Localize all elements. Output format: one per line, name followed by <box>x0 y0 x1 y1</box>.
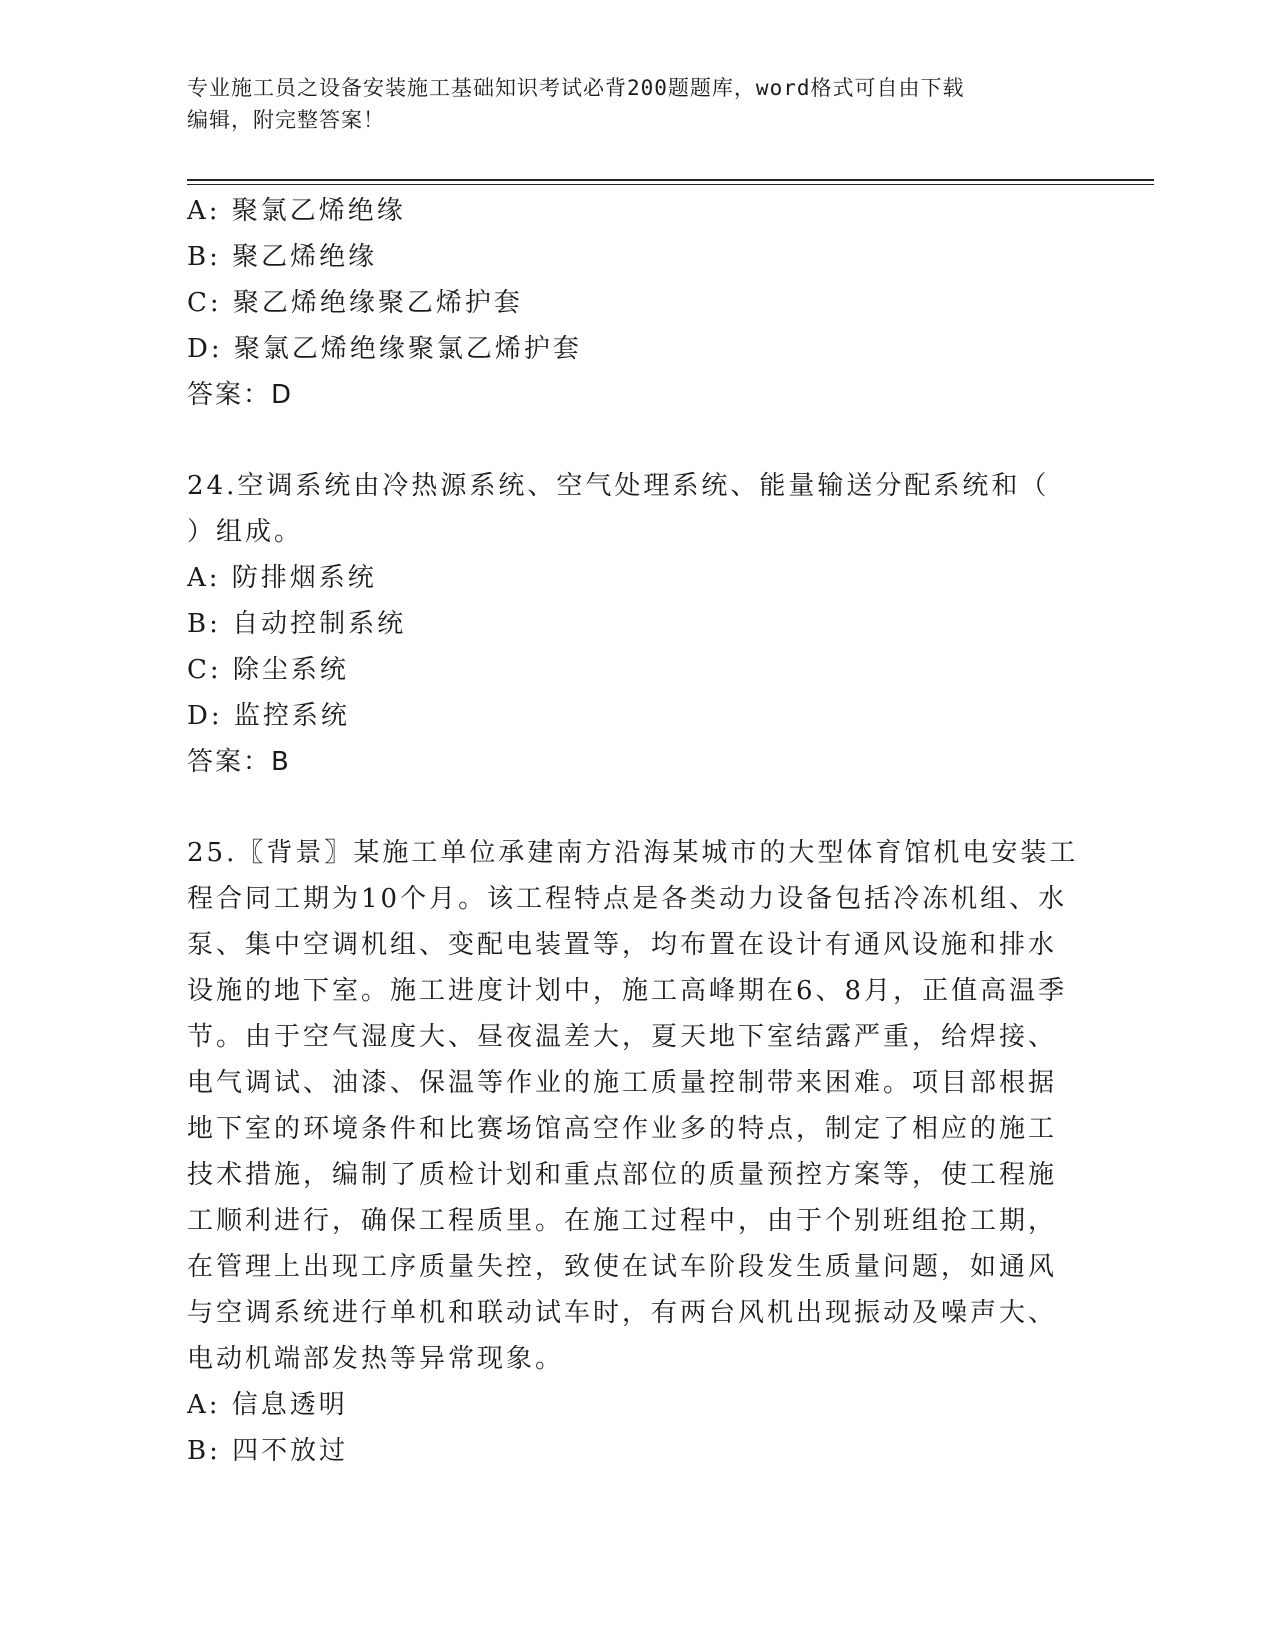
question-24-block <box>187 463 1087 785</box>
q24-option-c: C: 除尘系统 <box>187 655 349 685</box>
q24-option-b: B: 自动控制系统 <box>187 609 407 639</box>
q25-stem-line-8: 技术措施，编制了质检计划和重点部位的质量预控方案等，使工程施 <box>187 1160 1058 1190</box>
q25-stem-line-6: 电气调试、油漆、保温等作业的施工质量控制带来困难。项目部根据 <box>187 1068 1058 1098</box>
q25-stem-line-12: 电动机端部发热等异常现象。 <box>187 1344 565 1374</box>
q23-option-b: B: 聚乙烯绝缘 <box>187 242 378 272</box>
q24-stem-line-2: ）组成。 <box>187 517 304 547</box>
q25-stem-line-1: 25.〖背景〗某施工单位承建南方沿海某城市的大型体育馆机电安装工 <box>187 838 1079 868</box>
q24-stem <box>187 463 1087 555</box>
question-spacer <box>187 418 1087 463</box>
header-line-1: 专业施工员之设备安装施工基础知识考试必背200题题库，word格式可自由下载 <box>187 76 965 100</box>
document-header <box>187 72 1067 136</box>
header-divider-thick <box>187 179 1154 181</box>
q24-stem-line-1: 24.空调系统由冷热源系统、空气处理系统、能量输送分配系统和（ <box>187 471 1050 501</box>
q25-option-b: B: 四不放过 <box>187 1436 349 1466</box>
document-body <box>187 188 1087 1474</box>
q23-answer: 答案：D <box>187 380 294 410</box>
question-23-block <box>187 188 1087 418</box>
q25-stem-line-11: 与空调系统进行单机和联动试车时，有两台风机出现振动及噪声大、 <box>187 1298 1058 1328</box>
q25-stem <box>187 830 1087 1382</box>
header-divider-thin <box>187 184 1154 185</box>
q25-stem-line-2: 程合同工期为10个月。该工程特点是各类动力设备包括冷冻机组、水 <box>187 884 1068 914</box>
q25-stem-line-10: 在管理上出现工序质量失控，致使在试车阶段发生质量问题，如通风 <box>187 1252 1058 1282</box>
q24-option-d: D: 监控系统 <box>187 701 350 731</box>
question-spacer <box>187 785 1087 830</box>
q25-stem-line-5: 节。由于空气湿度大、昼夜温差大，夏天地下室结露严重，给焊接、 <box>187 1022 1058 1052</box>
question-25-block <box>187 830 1087 1474</box>
q23-option-c: C: 聚乙烯绝缘聚乙烯护套 <box>187 288 523 318</box>
q25-option-a: A: 信息透明 <box>187 1390 348 1420</box>
q25-stem-line-3: 泵、集中空调机组、变配电装置等，均布置在设计有通风设施和排水 <box>187 930 1058 960</box>
q23-option-a: A: 聚氯乙烯绝缘 <box>187 196 406 226</box>
q24-option-a: A: 防排烟系统 <box>187 563 377 593</box>
document-page <box>187 72 1087 136</box>
q25-stem-line-9: 工顺利进行，确保工程质里。在施工过程中，由于个别班组抢工期， <box>187 1206 1058 1236</box>
q25-stem-line-7: 地下室的环境条件和比赛场馆高空作业多的特点，制定了相应的施工 <box>187 1114 1058 1144</box>
q23-option-d: D: 聚氯乙烯绝缘聚氯乙烯护套 <box>187 334 582 364</box>
header-line-2: 编辑，附完整答案！ <box>187 108 385 132</box>
q25-stem-line-4: 设施的地下室。施工进度计划中，施工高峰期在6、8月，正值高温季 <box>187 976 1068 1006</box>
q24-answer: 答案：B <box>187 747 291 777</box>
